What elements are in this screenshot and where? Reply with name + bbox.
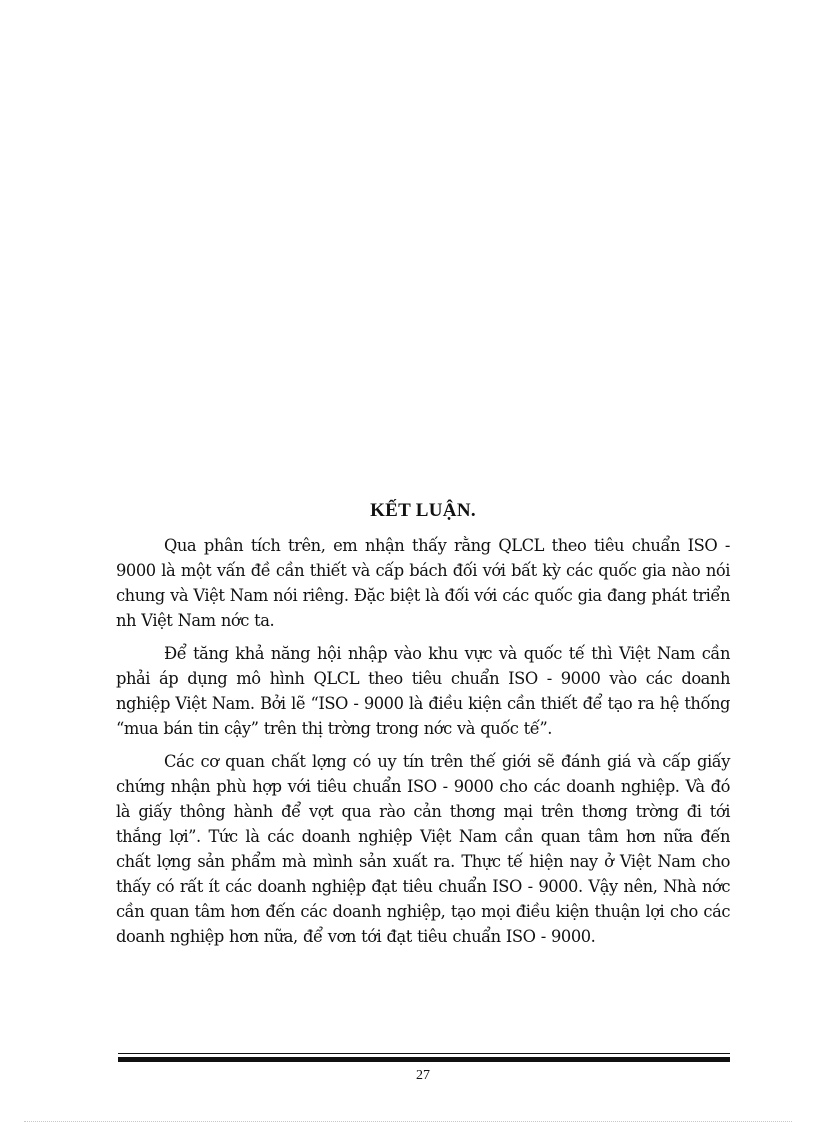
paragraph-3: Các cơ quan chất lợng có uy tín trên thế giới sẽ đánh giá và cấp giấy chứng nhận phù hợp với tiêu chuẩn ISO - 9000 cho các doanh nghiệp. Và đó là giấy thông hành để vợt qua rào cản thơng mại trên thơng trờng đi tới thắng lợi”. Tức là các doanh nghiệp Việt Nam cần quan tâm hơn nữa đến chất lợng sản phẩm mà mình sản xuất ra. Thực tế hiện nay ở Việt Nam cho thấy có rất ít các doanh nghiệp đạt tiêu chuẩn ISO - 9000. Vậy nên, Nhà nớc cần quan tâm hơn đến các doanh nghiệp, tạo mọi điều kiện thuận lợi cho các doanh nghiệp hơn nữa, để vơn tới đạt tiêu chuẩn ISO - 9000. [116,752,730,946]
section-heading: KẾT LUẬN. [370,500,476,521]
paragraph-1: Qua phân tích trên, em nhận thấy rằng QLCL theo tiêu chuẩn ISO - 9000 là một vấn đề cần thiết và cấp bách đối với bất kỳ các quốc gia nào nói chung và Việt Nam nói riêng. Đặc biệt là đối với các quốc gia đang phát triển nh Việt Nam nớc ta. [116,536,730,630]
body-text [116,533,730,957]
footer-rule-thick [118,1057,730,1062]
page-edge-divider [24,1121,792,1122]
paragraph-2: Để tăng khả năng hội nhập vào khu vực và quốc tế thì Việt Nam cần phải áp dụng mô hình QLCL theo tiêu chuẩn ISO - 9000 vào các doanh nghiệp Việt Nam. Bởi lẽ “ISO - 9000 là điều kiện cần thiết để tạo ra hệ thống “mua bán tin cậy” trên thị trờng trong nớc và quốc tế”. [116,644,730,738]
page-number: 27 [416,1068,430,1083]
footer-rule-thin [118,1053,730,1054]
